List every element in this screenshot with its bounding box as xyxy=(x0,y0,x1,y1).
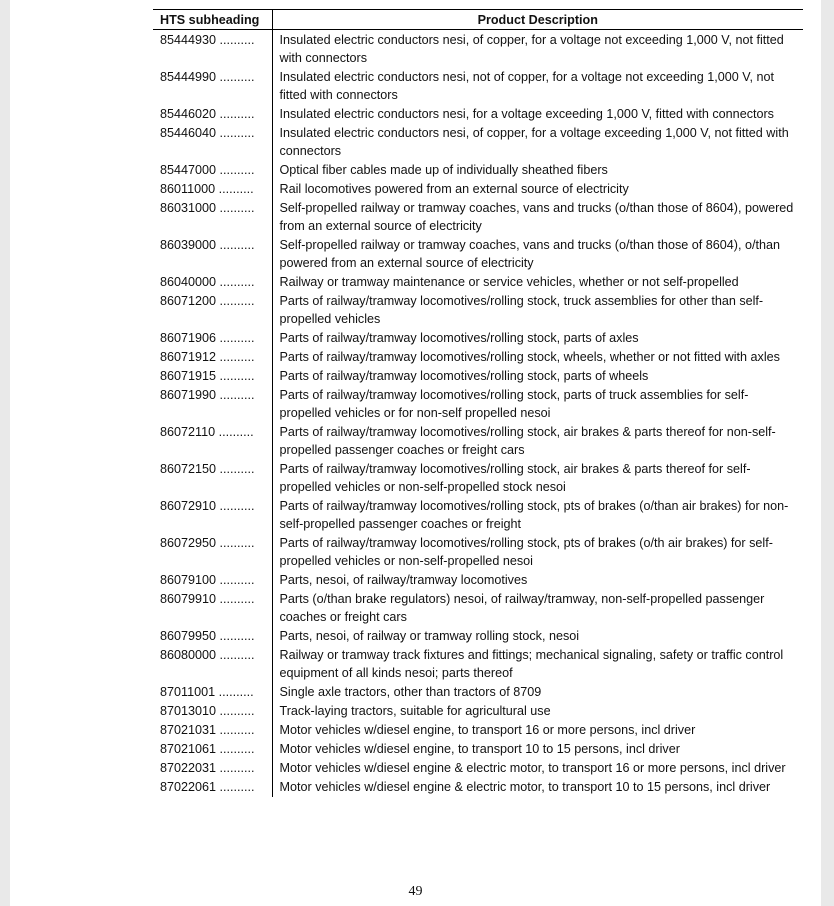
description-cell: Motor vehicles w/diesel engine & electric motor, to transport 10 to 15 persons, incl driver xyxy=(279,780,771,794)
description-cell: Motor vehicles w/diesel engine, to transport 10 to 15 persons, incl driver xyxy=(279,742,680,756)
hts-code-cell: 86079910 .......... xyxy=(153,590,272,627)
page-number: 49 xyxy=(408,884,423,899)
table-row xyxy=(153,161,803,180)
table-row xyxy=(153,627,803,646)
hts-code-cell: 87011001 .......... xyxy=(153,683,272,702)
table-row xyxy=(153,273,803,292)
description-cell: Single axle tractors, other than tractors of 8709 xyxy=(279,685,542,699)
hts-code-cell: 87013010 .......... xyxy=(153,702,272,721)
hts-code-cell: 85446040 .......... xyxy=(153,124,272,161)
hts-code-cell: 87022061 .......... xyxy=(153,778,272,797)
description-cell: Parts, nesoi, of railway/tramway locomotives xyxy=(279,573,528,587)
description-cell: Parts (o/than brake regulators) nesoi, of railway/tramway, non-self-propelled passenger coaches or freight cars xyxy=(279,592,765,624)
table-row xyxy=(153,778,803,797)
hts-table-container xyxy=(153,9,803,797)
hts-code-cell: 86011000 .......... xyxy=(153,180,272,199)
hts-code-cell: 86080000 .......... xyxy=(153,646,272,683)
description-cell: Parts, nesoi, of railway or tramway rolling stock, nesoi xyxy=(279,629,580,643)
table-row xyxy=(153,292,803,329)
table-row xyxy=(153,367,803,386)
hts-code-cell: 85444930 .......... xyxy=(153,30,272,69)
hts-code-cell: 86072910 .......... xyxy=(153,497,272,534)
table-row xyxy=(153,423,803,460)
description-cell: Track-laying tractors, suitable for agricultural use xyxy=(279,704,551,718)
hts-code-cell: 87021061 .......... xyxy=(153,740,272,759)
hts-code-cell: 86072150 .......... xyxy=(153,460,272,497)
hts-code-cell: 86071912 .......... xyxy=(153,348,272,367)
description-cell: Insulated electric conductors nesi, of copper, for a voltage exceeding 1,000 V, not fitted with connectors xyxy=(279,126,789,158)
table-row xyxy=(153,180,803,199)
table-row xyxy=(153,348,803,367)
description-cell: Parts of railway/tramway locomotives/rolling stock, wheels, whether or not fitted with axles xyxy=(279,350,780,364)
hts-code-cell: 86071915 .......... xyxy=(153,367,272,386)
hts-code-cell: 85446020 .......... xyxy=(153,105,272,124)
description-cell: Self-propelled railway or tramway coaches, vans and trucks (o/than those of 8604), o/than powered from an external source of electricity xyxy=(279,238,781,270)
document-page xyxy=(10,0,821,906)
hts-code-cell: 87021031 .......... xyxy=(153,721,272,740)
table-row xyxy=(153,571,803,590)
table-row xyxy=(153,236,803,273)
description-cell: Railway or tramway track fixtures and fittings; mechanical signaling, safety or traffic control equipment of all kinds nesoi; parts thereof xyxy=(279,648,784,680)
hts-code-cell: 86079100 .......... xyxy=(153,571,272,590)
hts-code-cell: 86071906 .......... xyxy=(153,329,272,348)
hts-code-cell: 85444990 .......... xyxy=(153,68,272,105)
table-row xyxy=(153,199,803,236)
table-row xyxy=(153,759,803,778)
hts-code-cell: 86072110 .......... xyxy=(153,423,272,460)
hts-code-cell: 86079950 .......... xyxy=(153,627,272,646)
table-body xyxy=(153,30,803,798)
hts-code-cell: 87022031 .......... xyxy=(153,759,272,778)
table-row xyxy=(153,683,803,702)
table-row xyxy=(153,460,803,497)
table-row xyxy=(153,497,803,534)
table-row xyxy=(153,68,803,105)
hts-code-cell: 86071200 .......... xyxy=(153,292,272,329)
description-cell: Motor vehicles w/diesel engine, to transport 16 or more persons, incl driver xyxy=(279,723,696,737)
table-header-row xyxy=(153,10,803,30)
description-cell: Motor vehicles w/diesel engine & electric motor, to transport 16 or more persons, incl driver xyxy=(279,761,786,775)
description-cell: Insulated electric conductors nesi, of copper, for a voltage not exceeding 1,000 V, not fitted with connectors xyxy=(279,33,784,65)
table-row xyxy=(153,124,803,161)
hts-subheading-header: HTS subheading xyxy=(153,10,272,30)
product-description-header: Product Description xyxy=(272,10,803,30)
table-row xyxy=(153,105,803,124)
description-cell: Parts of railway/tramway locomotives/rolling stock, pts of brakes (o/than air brakes) for non-self-propelled passenger coaches or freight xyxy=(279,499,789,531)
description-cell: Parts of railway/tramway locomotives/rolling stock, parts of wheels xyxy=(279,369,649,383)
table-row xyxy=(153,590,803,627)
description-cell: Parts of railway/tramway locomotives/rolling stock, parts of axles xyxy=(279,331,639,345)
table-row xyxy=(153,534,803,571)
hts-code-cell: 86031000 .......... xyxy=(153,199,272,236)
description-cell: Insulated electric conductors nesi, for a voltage exceeding 1,000 V, fitted with connectors xyxy=(279,107,774,121)
hts-code-cell: 86040000 .......... xyxy=(153,273,272,292)
hts-code-cell: 86071990 .......... xyxy=(153,386,272,423)
description-cell: Parts of railway/tramway locomotives/rolling stock, air brakes & parts thereof for self-propelled vehicles or non-self-propelled stock nesoi xyxy=(279,462,751,494)
table-row xyxy=(153,386,803,423)
description-cell: Optical fiber cables made up of individually sheathed fibers xyxy=(279,163,608,177)
description-cell: Parts of railway/tramway locomotives/rolling stock, air brakes & parts thereof for non-self-propelled passenger coaches or freight cars xyxy=(279,425,776,457)
hts-table xyxy=(153,9,803,797)
description-cell: Insulated electric conductors nesi, not of copper, for a voltage not exceeding 1,000 V, not fitted with connectors xyxy=(279,70,775,102)
description-cell: Railway or tramway maintenance or service vehicles, whether or not self-propelled xyxy=(279,275,739,289)
table-row xyxy=(153,30,803,69)
description-cell: Self-propelled railway or tramway coaches, vans and trucks (o/than those of 8604), powered from an external source of electricity xyxy=(279,201,794,233)
table-row xyxy=(153,646,803,683)
description-cell: Rail locomotives powered from an external source of electricity xyxy=(279,182,629,196)
description-cell: Parts of railway/tramway locomotives/rolling stock, pts of brakes (o/th air brakes) for self-propelled vehicles or non-self-propelled nesoi xyxy=(279,536,773,568)
description-cell: Parts of railway/tramway locomotives/rolling stock, parts of truck assemblies for self-propelled vehicles or for non-self propelled nesoi xyxy=(279,388,749,420)
hts-code-cell: 86039000 .......... xyxy=(153,236,272,273)
table-row xyxy=(153,721,803,740)
hts-code-cell: 86072950 .......... xyxy=(153,534,272,571)
table-row xyxy=(153,740,803,759)
description-cell: Parts of railway/tramway locomotives/rolling stock, truck assemblies for other than self-propelled vehicles xyxy=(279,294,764,326)
hts-code-cell: 85447000 .......... xyxy=(153,161,272,180)
table-row xyxy=(153,702,803,721)
table-row xyxy=(153,329,803,348)
